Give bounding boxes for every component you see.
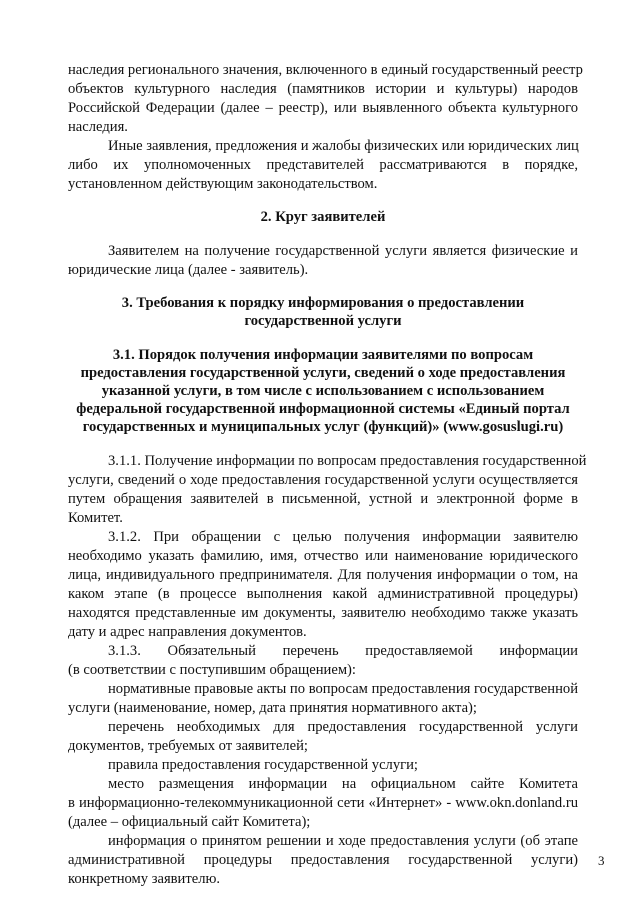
subsection-heading: предоставления государственной услуги, сведений о ходе предоставления xyxy=(80,365,566,381)
text-line: лица, индивидуального предпринимателя. Для получения информации о том, на xyxy=(68,567,578,583)
text-line: наследия регионального значения, включенного в единый государственный реестр xyxy=(68,62,583,78)
text-line: в информационно-телекоммуникационной сети «Интернет» - www.okn.donland.ru xyxy=(68,795,578,811)
text-line: правила предоставления государственной услуги; xyxy=(108,757,418,773)
text-line: необходимо указать фамилию, имя, отчество или наименование юридического xyxy=(68,548,578,564)
section-heading: 3. Требования к порядку информирования о предоставлении xyxy=(121,295,525,311)
text-line: (далее – официальный сайт Комитета); xyxy=(68,814,311,830)
text-line: 3.1.1. Получение информации по вопросам предоставления государственной xyxy=(108,453,587,469)
text-line: находятся представленные им документы, заявителю необходимо также указать xyxy=(68,605,578,621)
text-line: перечень необходимых для предоставления государственной услуги xyxy=(108,719,578,735)
subsection-heading: 3.1. Порядок получения информации заявителями по вопросам xyxy=(112,347,534,363)
text-line: юридические лица (далее - заявитель). xyxy=(68,262,309,278)
text-line: дату и адрес направления документов. xyxy=(68,624,307,640)
text-line: наследия. xyxy=(68,119,128,135)
text-line: 3.1.3. Обязательный перечень предоставляемой информации xyxy=(108,643,578,659)
text-line: каком этапе (в процессе выполнения какой административной процедуры) xyxy=(68,586,578,602)
text-line: Комитет. xyxy=(68,510,123,526)
text-line: услуги (наименование, номер, дата принятия нормативного акта); xyxy=(68,700,477,716)
text-line: документов, требуемых от заявителей; xyxy=(68,738,308,754)
text-line: конкретному заявителю. xyxy=(68,871,221,887)
text-line: 3.1.2. При обращении с целью получения информации заявителю xyxy=(108,529,578,545)
text-line: место размещения информации на официальном сайте Комитета xyxy=(108,776,578,792)
subsection-heading: государственных и муниципальных услуг (функций)» (www.gosuslugi.ru) xyxy=(82,419,564,435)
text-line: административной процедуры предоставления государственной услуги) xyxy=(68,852,578,868)
text-line: услуги, сведений о ходе предоставления государственной услуги осуществляется xyxy=(68,472,578,488)
text-line: (в соответствии с поступившим обращением): xyxy=(68,662,356,678)
text-line: нормативные правовые акты по вопросам предоставления государственной xyxy=(108,681,578,697)
text-line: либо их уполномоченных представителей рассматриваются в порядке, xyxy=(68,157,578,173)
subsection-heading: указанной услуги, в том числе с использованием с использованием xyxy=(101,383,545,399)
text-line: установленном действующим законодательством. xyxy=(68,176,378,192)
text-line: путем обращения заявителей в письменной, устной и электронной форме в xyxy=(68,491,578,507)
text-line: информация о принятом решении и ходе предоставления услуги (об этапе xyxy=(108,833,578,849)
section-heading: 2. Круг заявителей xyxy=(260,209,386,225)
text-line: Заявителем на получение государственной услуги является физические и xyxy=(108,243,578,259)
section-heading: государственной услуги xyxy=(244,313,402,329)
subsection-heading: федеральной государственной информационной системы «Единый портал xyxy=(76,401,570,417)
text-line: Иные заявления, предложения и жалобы физических или юридических лиц xyxy=(108,138,579,154)
text-line: объектов культурного наследия (памятников истории и культуры) народов xyxy=(68,81,578,97)
text-line: Российской Федерации (далее – реестр), или выявленного объекта культурного xyxy=(68,100,578,116)
page-number: 3 xyxy=(598,853,605,868)
